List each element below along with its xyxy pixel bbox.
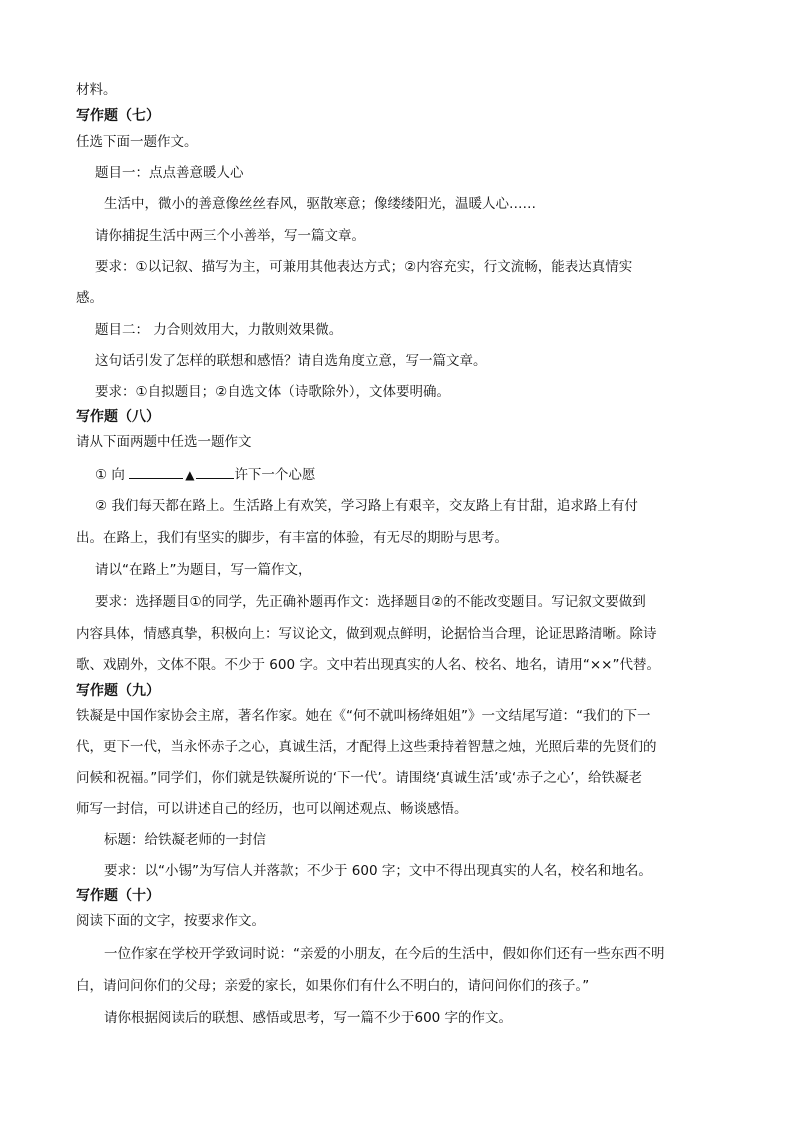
text-line: 请你根据阅读后的联想、感悟或思考，写一篇不少于600 字的作文。 xyxy=(104,1010,513,1026)
text-line: 请从下面两题中任选一题作文 xyxy=(76,434,252,450)
text-line: 师写一封信，可以讲述自己的经历，也可以阐述观点、畅谈感悟。 xyxy=(76,801,468,817)
text-line: 铁凝是中国作家协会主席，著名作家。她在《“何不就叫杨绛姐姐”》一文结尾写道：“我们的下一 xyxy=(76,708,651,724)
section-heading-9: 写作题（九） xyxy=(76,683,160,699)
text-line: 要求：①以记叙、描写为主，可兼用其他表达方式；②内容充实，行文流畅，能表达真情实 xyxy=(95,259,633,275)
fill-in-prompt xyxy=(95,464,315,485)
text-line: 歌、戏剧外，文体不限。不少于 600 字。文中若出现真实的人名、校名、地名，请用“××”代替。 xyxy=(76,657,660,673)
prompt-prefix: ① 向 xyxy=(95,467,125,483)
text-line: 阅读下面的文字，按要求作文。 xyxy=(76,913,265,929)
text-line: 这句话引发了怎样的联想和感悟？请自选角度立意，写一篇文章。 xyxy=(95,353,487,369)
text-line: 要求：以“小锡”为写信人并落款；不少于 600 字；文中不得出现真实的人名，校名和地名。 xyxy=(104,863,652,879)
text-line: 代，更下一代，当永怀赤子之心，真诚生活，才配得上这些秉持着智慧之烛，光照后辈的先贤们的 xyxy=(76,739,657,755)
prompt-suffix: 许下一个心愿 xyxy=(234,467,316,483)
text-line: 内容具体，情感真挚，积极向上：写议论文，做到观点鲜明，论据恰当合理，论证思路清晰。除诗 xyxy=(76,626,657,642)
text-line: ② 我们每天都在路上。生活路上有欢笑，学习路上有艰辛，交友路上有甘甜，追求路上有付 xyxy=(95,498,638,514)
text-line: 一位作家在学校开学致词时说：“亲爱的小朋友，在今后的生活中，假如你们还有一些东西不明 xyxy=(104,946,665,962)
blank-line xyxy=(196,464,234,479)
blank-line xyxy=(129,464,183,479)
text-line: 标题：给铁凝老师的一封信 xyxy=(104,832,266,848)
text-line: 请以“在路上”为题目，写一篇作文， xyxy=(95,562,312,578)
text-line: 生活中，微小的善意像丝丝春风，驱散寒意；像缕缕阳光，温暖人心…… xyxy=(104,196,536,212)
triangle-icon: ▲ xyxy=(185,468,195,482)
text-line: 请你捕捉生活中两三个小善举，写一篇文章。 xyxy=(95,228,365,244)
section-heading-7: 写作题（七） xyxy=(76,108,160,124)
text-line: 题目一：点点善意暖人心 xyxy=(95,165,244,181)
text-line: 要求：选择题目①的同学，先正确补题再作文：选择题目②的不能改变题目。写记叙文要做到 xyxy=(95,594,646,610)
text-line: 要求：①自拟题目；②自选文体（诗歌除外），文体要明确。 xyxy=(95,384,450,400)
section-heading-10: 写作题（十） xyxy=(76,888,160,904)
text-line: 感。 xyxy=(76,290,103,306)
section-heading-8: 写作题（八） xyxy=(76,409,160,425)
text-line: 材料。 xyxy=(76,82,117,98)
text-line: 白，请问问你们的父母；亲爱的家长，如果你们有什么不明白的，请问问你们的孩子。” xyxy=(76,978,590,994)
text-line: 任选下面一题作文。 xyxy=(76,134,198,150)
text-line: 出。在路上，我们有坚实的脚步，有丰富的体验，有无尽的期盼与思考。 xyxy=(76,530,508,546)
text-line: 题目二： 力合则效用大，力散则效果微。 xyxy=(95,322,343,338)
text-line: 问候和祝福。”同学们，你们就是铁凝所说的‘下一代’。请围绕‘真诚生活’或‘赤子之心’，给铁凝老 xyxy=(76,770,642,786)
